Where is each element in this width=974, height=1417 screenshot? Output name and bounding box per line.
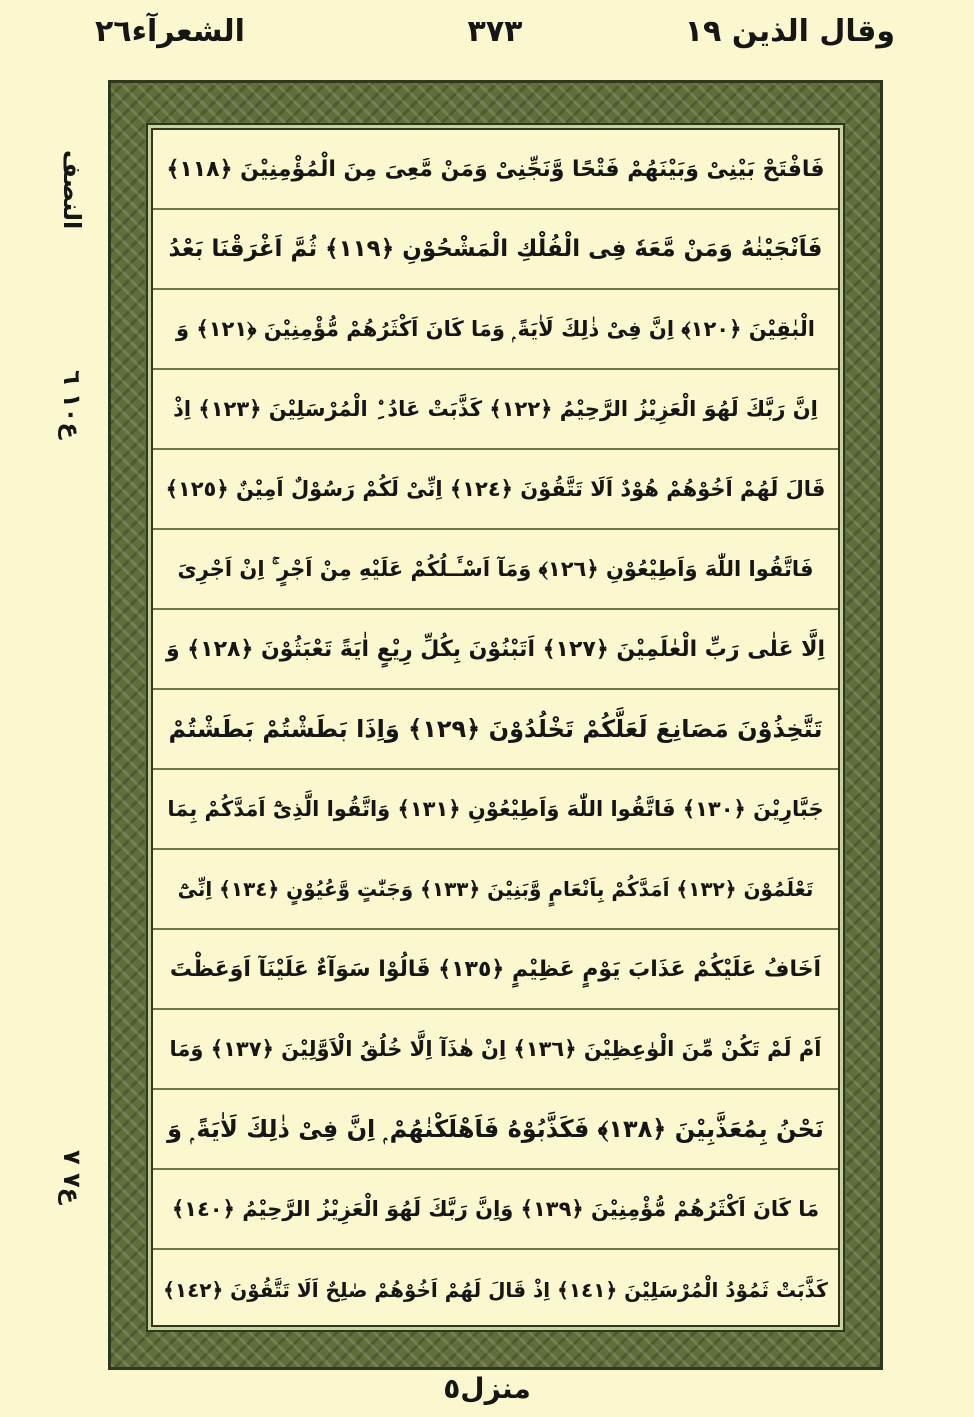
verse-line-10: تَعْلَمُوْنَ ﴿١٣٢﴾ اَمَدَّكُمْ بِاَنْعَامٍ وَّبَنِيْنَ ﴿١٣٣﴾ وَجَنّٰتٍ وَّعُيُوْنٍ ﴿١٣٤﴾ اِنِّىْٓ xyxy=(153,850,838,930)
margin-note-ruku-2: ع٧ ٧ xyxy=(58,1150,86,1205)
verse-line-9: جَبَّارِيْنَ ﴿١٣٠﴾ فَاتَّقُوا اللّٰهَ وَاَطِيْعُوْنِ ﴿١٣١﴾ وَاتَّقُوا الَّذِىْٓ اَمَدَّكُمْ بِمَا xyxy=(153,770,838,850)
verse-line-12: اَمْ لَمْ تَكُنْ مِّنَ الْوٰعِظِيْنَ ﴿١٣٦﴾ اِنْ هٰذَآ اِلَّا خُلُقُ الْاَوَّلِيْنَ ﴿١٣٧﴾ وَمَا xyxy=(153,1010,838,1090)
verse-lines xyxy=(153,130,838,1325)
verse-line-7: اِلَّا عَلٰى رَبِّ الْعٰلَمِيْنَ ﴿١٢٧﴾ اَتَبْنُوْنَ بِكُلِّ رِيْعٍ اٰيَةً تَعْبَثُوْنَ ﴿١٢٨﴾ وَ xyxy=(153,610,838,690)
verse-line-2: فَاَنْجَيْنٰهُ وَمَنْ مَّعَهٗ فِى الْفُلْكِ الْمَشْحُوْنِ ﴿١١٩﴾ ثُمَّ اَغْرَقْنَا بَعْدُ xyxy=(153,210,838,290)
juz-name: وقال الذين ١٩ xyxy=(684,14,895,49)
verse-line-1: فَافْتَحْ بَيْنِىْ وَبَيْنَهُمْ فَتْحًا وَّنَجِّنِىْ وَمَنْ مَّعِىَ مِنَ الْمُؤْمِنِيْنَ ﴿١١٨﴾ xyxy=(153,130,838,210)
text-panel xyxy=(151,128,840,1327)
verse-line-4: اِنَّ رَبَّكَ لَهُوَ الْعَزِيْزُ الرَّحِيْمُ ﴿١٢٢﴾ كَذَّبَتْ عَادُ ِۨ الْمُرْسَلِيْنَ ﴿١٢٣﴾ اِذْ xyxy=(153,370,838,450)
verse-line-15: كَذَّبَتْ ثَمُوْدُ الْمُرْسَلِيْنَ ﴿١٤١﴾ اِذْ قَالَ لَهُمْ اَخُوْهُمْ صٰلِحٌ اَلَا تَتَّقُوْنَ ﴿١٤٢﴾ xyxy=(163,1278,828,1302)
verse-line-13: نَحْنُ بِمُعَذَّبِيْنَ ﴿١٣٨﴾ فَكَذَّبُوْهُ فَاَهْلَكْنٰهُمْ ۭ اِنَّ فِىْ ذٰلِكَ لَاٰيَةً ۭ وَ xyxy=(153,1090,838,1170)
ornamental-border xyxy=(108,80,883,1370)
verse-line-5: قَالَ لَهُمْ اَخُوْهُمْ هُوْدٌ اَلَا تَتَّقُوْنَ ﴿١٢٤﴾ اِنِّىْ لَكُمْ رَسُوْلٌ اَمِيْنٌ ﴿١٢٥﴾ xyxy=(153,450,838,530)
page-header xyxy=(95,6,895,66)
surah-name: الشعرآء٢٦ xyxy=(95,14,245,49)
manzil-footer: منزل٥ xyxy=(443,1372,531,1405)
margin-note-half: النصف xyxy=(58,150,86,230)
verse-line-6: فَاتَّقُوا اللّٰهَ وَاَطِيْعُوْنِ ﴿١٢٦﴾ وَمَآ اَسْـَٔـلُكُمْ عَلَيْهِ مِنْ اَجْرٍ ۚ اِنْ اَجْرِىَ xyxy=(153,530,838,610)
verse-line-11: اَخَافُ عَلَيْكُمْ عَذَابَ يَوْمٍ عَظِيْمٍ ﴿١٣٥﴾ قَالُوْا سَوَآءٌ عَلَيْنَآ اَوَعَظْتَ xyxy=(153,930,838,1010)
margin-note-ruku-1: ع١٠ ٦ xyxy=(58,370,86,439)
verse-line-8: تَتَّخِذُوْنَ مَصَانِعَ لَعَلَّكُمْ تَخْلُدُوْنَ ﴿١٢٩﴾ وَاِذَا بَطَشْتُمْ بَطَشْتُمْ xyxy=(153,690,838,770)
page-number: ٣٧٣ xyxy=(467,14,523,49)
verse-line-14: مَا كَانَ اَكْثَرُهُمْ مُّؤْمِنِيْنَ ﴿١٣٩﴾ وَاِنَّ رَبَّكَ لَهُوَ الْعَزِيْزُ الرَّحِيْمُ ﴿١٤٠﴾ xyxy=(153,1170,838,1250)
verse-line-3: الْبٰقِيْنَ ﴿١٢٠﴾ اِنَّ فِىْ ذٰلِكَ لَاٰيَةً ۭ وَمَا كَانَ اَكْثَرُهُمْ مُّؤْمِنِيْنَ ﴿١٢١﴾ وَ xyxy=(153,290,838,370)
